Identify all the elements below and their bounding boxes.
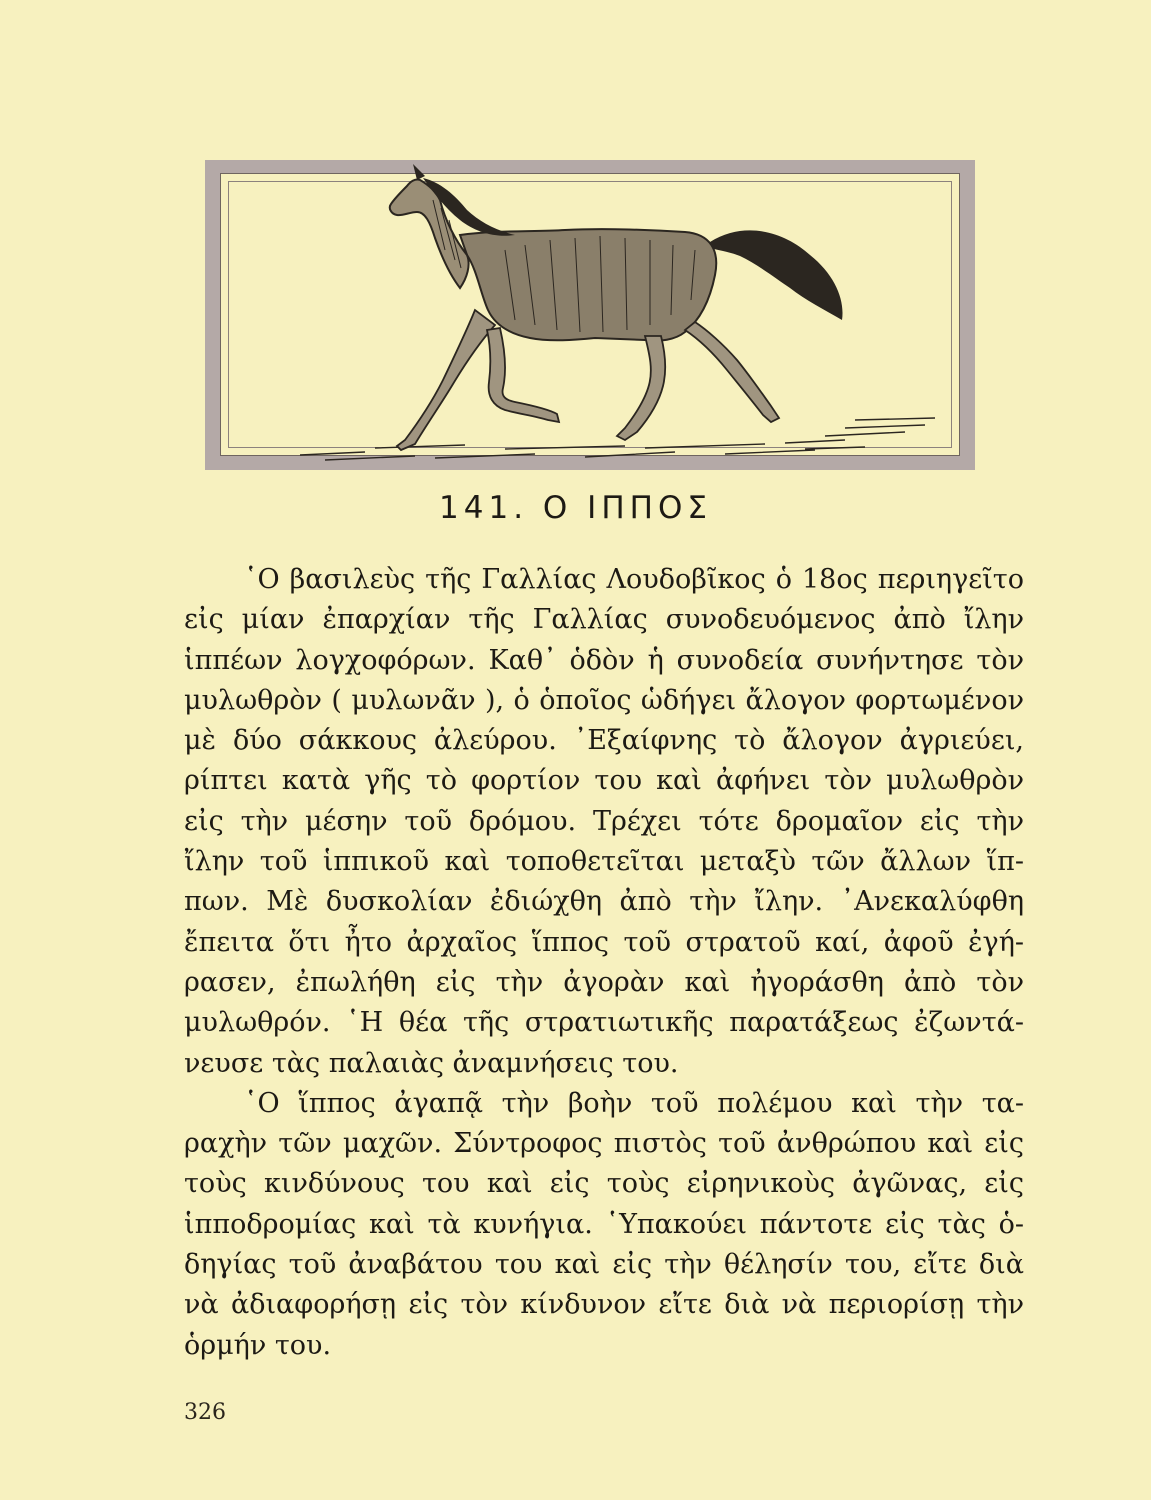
text-line: ἔπειτα ὅτι ἦτο ἀρχαῖος ἵππος τοῦ στρατοῦ καί, ἀφοῦ ἐγή- (184, 926, 1024, 958)
text-line: ρίπτει κατὰ γῆς τὸ φορτίον του καὶ ἀφήνει τὸν μυλωθρὸν (184, 765, 1024, 797)
chapter-title: 141. Ο ΙΠΠΟΣ (439, 490, 712, 526)
text-line: μὲ δύο σάκκους ἀλεύρου. ᾿Εξαίφνης τὸ ἄλογον ἀγριεύει, (184, 725, 1024, 757)
horse-ear (413, 164, 425, 180)
text-line: δηγίας τοῦ ἀναβάτου του καὶ εἰς τὴν θέλησίν του, εἴτε διὰ (184, 1249, 1024, 1281)
text-line: ῾Ο ἵππος ἀγαπᾷ τὴν βοὴν τοῦ πολέμου καὶ τὴν τα- (244, 1087, 1024, 1119)
text-line: νευσε τὰς παλαιὰς ἀναμνήσεις του. (184, 1047, 679, 1079)
horse-illustration (205, 160, 975, 470)
text-line: ὁρμήν του. (184, 1329, 332, 1361)
paragraph-2 (184, 1084, 1024, 1366)
horse-body (460, 229, 716, 341)
text-line: ραχὴν τῶν μαχῶν. Σύντροφος πιστὸς τοῦ ἀνθρώπου καὶ εἰς (184, 1128, 1024, 1160)
text-line: νὰ ἀδιαφορήσῃ εἰς τὸν κίνδυνον εἴτε διὰ νὰ περιορίσῃ τὴν (184, 1289, 1024, 1321)
text-line: εἰς μίαν ἐπαρχίαν τῆς Γαλλίας συνοδευόμενος ἀπὸ ἴλην (184, 604, 1024, 636)
page-number: 326 (184, 1400, 226, 1425)
text-line: ἱππέων λογχοφόρων. Καθ᾿ ὁδὸν ἡ συνοδεία συνήντησε τὸν (184, 644, 1024, 676)
text-line: ρασεν, ἐπωλήθη εἰς τὴν ἀγορὰν καὶ ἠγοράσθη ἀπὸ τὸν (184, 966, 1024, 998)
horse-tail (710, 230, 843, 320)
horse-head (390, 179, 469, 288)
horse-drawing (205, 160, 975, 470)
text-line: ἱπποδρομίας καὶ τὰ κυνήγια. ῾Υπακούει πάντοτε εἰς τὰς ὁ- (184, 1208, 1024, 1240)
paragraph-1 (184, 560, 1024, 1084)
text-line: εἰς τὴν μέσην τοῦ δρόμου. Τρέχει τότε δρομαῖον εἰς τὴν (184, 805, 1024, 837)
text-line: μυλωθρὸν ( μυλωνᾶν ), ὁ ὁποῖος ὡδήγει ἄλογον φορτωμένον (184, 684, 1024, 716)
ground-strokes (300, 418, 935, 460)
text-line: τοὺς κινδύνους του καὶ εἰς τοὺς εἰρηνικοὺς ἀγῶνας, εἰς (184, 1168, 1024, 1200)
text-line: ἴλην τοῦ ἱππικοῦ καὶ τοποθετεῖται μεταξὺ τῶν ἄλλων ἵπ- (184, 846, 1024, 878)
text-line: μυλωθρόν. ῾Η θέα τῆς στρατιωτικῆς παρατάξεως ἐζωντά- (184, 1007, 1024, 1039)
horse-hind-leg-2 (685, 322, 779, 422)
body-text (184, 560, 1024, 1366)
horse-hind-leg-1 (617, 336, 665, 440)
horse-front-leg-1 (397, 310, 495, 450)
text-line: ῾Ο βασιλεὺς τῆς Γαλλίας Λουδοβῖκος ὁ 18ος περιηγεῖτο (244, 564, 1024, 595)
text-line: πων. Μὲ δυσκολίαν ἐδιώχθη ἀπὸ τὴν ἴλην. ᾿Ανεκαλύφθη (184, 886, 1024, 918)
horse-front-leg-2 (487, 328, 559, 422)
